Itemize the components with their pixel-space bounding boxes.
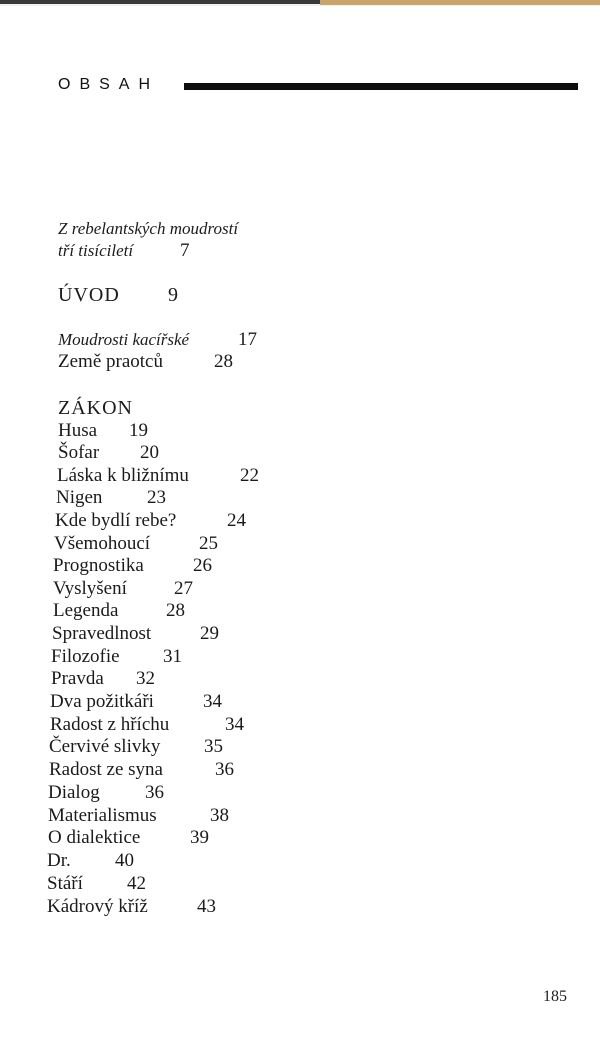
toc-entry-title: Všemohoucí bbox=[54, 533, 151, 554]
toc-page-number: 22 bbox=[240, 465, 259, 486]
toc-entry bbox=[48, 805, 229, 827]
toc-entry-title: Šofar bbox=[58, 442, 100, 463]
page-title: OBSAH bbox=[58, 76, 160, 93]
toc-page-number: 39 bbox=[190, 827, 209, 848]
toc-page-number: 9 bbox=[168, 284, 178, 306]
toc-entry-title: Dva požitkáři bbox=[50, 691, 154, 712]
toc-entry bbox=[48, 782, 164, 804]
toc-page-number: 36 bbox=[215, 759, 234, 780]
toc-entry-title: Pravda bbox=[51, 668, 104, 689]
toc-entry bbox=[49, 759, 234, 781]
toc-entry-title: Prognostika bbox=[53, 555, 144, 576]
toc-entry bbox=[48, 827, 209, 849]
top-edge bbox=[0, 0, 600, 6]
toc-entry bbox=[58, 442, 159, 464]
toc-entry bbox=[49, 736, 223, 758]
toc-page-number: 38 bbox=[210, 805, 229, 826]
toc-page-number: 7 bbox=[180, 240, 190, 261]
toc-page-number: 42 bbox=[127, 873, 146, 894]
toc-page-number: 43 bbox=[197, 896, 216, 917]
toc-entry-title: Husa bbox=[58, 420, 98, 441]
toc-entry-title: Dr. bbox=[47, 850, 71, 871]
toc-entry bbox=[47, 896, 216, 918]
toc-entry-title: Stáří bbox=[47, 873, 83, 894]
toc-entry-title: Dialog bbox=[48, 782, 100, 803]
toc-entry bbox=[50, 714, 244, 736]
toc-entry bbox=[57, 465, 259, 487]
toc-entry bbox=[55, 510, 246, 532]
toc-entry-title: Nigen bbox=[56, 487, 103, 508]
toc-page-number: 36 bbox=[145, 782, 164, 803]
toc-page-number: 26 bbox=[193, 555, 212, 576]
toc-entry bbox=[47, 873, 146, 895]
toc-entry bbox=[52, 623, 219, 645]
toc-page-number: 35 bbox=[204, 736, 223, 757]
toc-page-number: 32 bbox=[136, 668, 155, 689]
toc-entry-title: Červivé slivky bbox=[49, 736, 161, 757]
toc-page-number: 34 bbox=[225, 714, 244, 735]
section-title: ZÁKON bbox=[58, 397, 133, 419]
toc-page-number: 29 bbox=[200, 623, 219, 644]
section-heading-zakon bbox=[58, 397, 133, 419]
toc-page-number: 28 bbox=[166, 600, 185, 621]
toc-entry bbox=[53, 555, 212, 577]
toc-entry-intro-cont bbox=[58, 240, 190, 262]
toc-entry bbox=[53, 578, 193, 600]
toc-page-number: 31 bbox=[163, 646, 182, 667]
toc-page-number: 27 bbox=[174, 578, 193, 599]
toc-entry bbox=[58, 420, 148, 442]
toc-entry bbox=[56, 487, 166, 509]
toc-entry bbox=[50, 691, 222, 713]
toc-page-number: 40 bbox=[115, 850, 134, 871]
toc-page-number: 20 bbox=[140, 442, 159, 463]
toc-page-number: 17 bbox=[238, 329, 257, 350]
toc-entry bbox=[51, 646, 182, 668]
toc-page-number: 25 bbox=[199, 533, 218, 554]
toc-entry-title: Kádrový kříž bbox=[47, 896, 148, 917]
toc-entry bbox=[47, 850, 134, 872]
toc-entry-title: O dialektice bbox=[48, 827, 141, 848]
toc-entry-title: Radost ze syna bbox=[49, 759, 163, 780]
toc-page-number: 34 bbox=[203, 691, 222, 712]
toc-entry-intro bbox=[58, 218, 238, 240]
section-heading-uvod bbox=[58, 284, 178, 306]
toc-entry-title: Láska k bližnímu bbox=[57, 465, 189, 486]
toc-entry bbox=[51, 668, 155, 690]
toc-entry-title: Kde bydlí rebe? bbox=[55, 510, 177, 531]
toc-page-number: 23 bbox=[147, 487, 166, 508]
toc-entry-title: Spravedlnost bbox=[52, 623, 152, 644]
toc-page-number: 24 bbox=[227, 510, 246, 531]
toc-entry-title: Země praotců bbox=[58, 351, 163, 372]
top-edge-tan-strip bbox=[320, 0, 600, 5]
toc-entry bbox=[54, 533, 218, 555]
toc-entry-title: Vyslyšení bbox=[53, 578, 127, 599]
top-edge-dark-strip bbox=[0, 0, 320, 4]
toc-page-number: 19 bbox=[129, 420, 148, 441]
toc-entry-title-line1: Z rebelantských moudrostí bbox=[58, 219, 239, 238]
page-number: 185 bbox=[543, 988, 567, 1005]
toc-entry bbox=[53, 600, 185, 622]
toc-entry-title: Materialismus bbox=[48, 805, 157, 826]
toc-entry-title: Filozofie bbox=[51, 646, 120, 667]
toc-entry bbox=[58, 329, 257, 351]
toc-entry bbox=[58, 351, 233, 373]
toc-entry-title: Moudrosti kacířské bbox=[58, 330, 190, 349]
toc-entry-title-line2: tří tisíciletí bbox=[58, 241, 134, 260]
toc-entry-title: Legenda bbox=[53, 600, 119, 621]
toc-page-number: 28 bbox=[214, 351, 233, 372]
toc-entry-title: Radost z hříchu bbox=[50, 714, 170, 735]
section-title: ÚVOD bbox=[58, 284, 120, 306]
title-rule bbox=[184, 83, 578, 90]
